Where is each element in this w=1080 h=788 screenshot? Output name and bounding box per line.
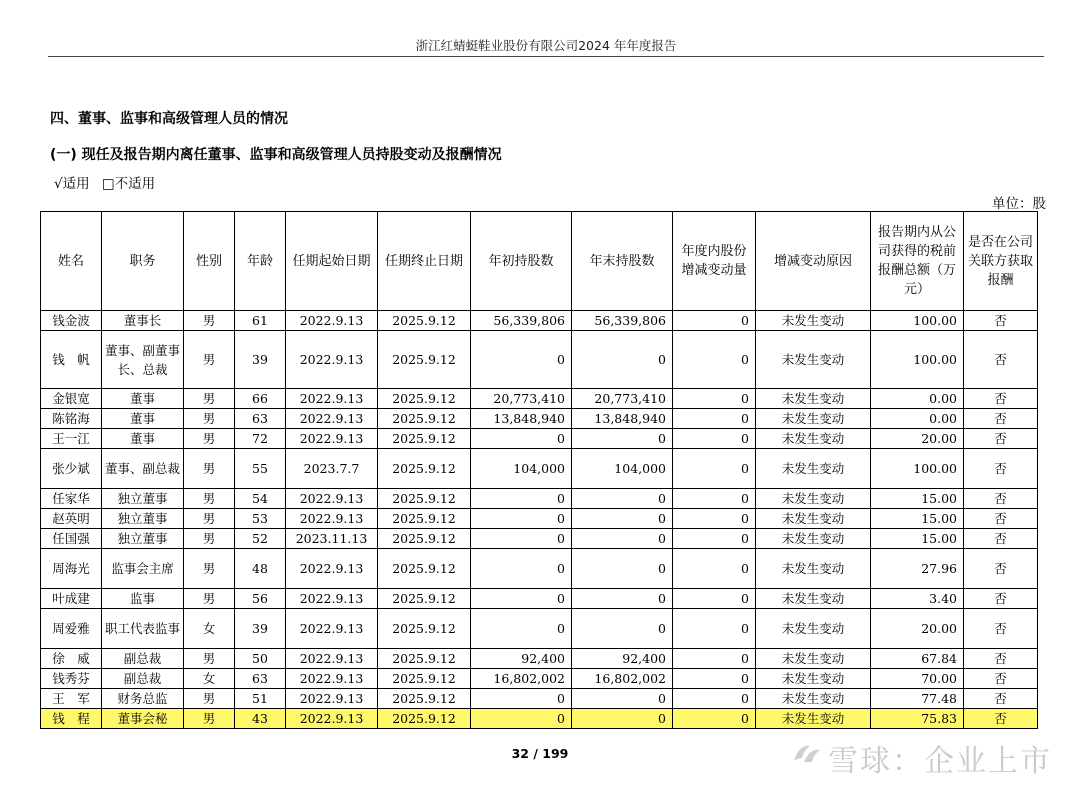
table-cell: 0 <box>471 609 572 649</box>
table-cell: 0 <box>471 549 572 589</box>
table-cell: 未发生变动 <box>756 449 871 489</box>
table-row <box>41 529 1038 549</box>
col-gender: 性别 <box>184 212 235 311</box>
table-cell: 20,773,410 <box>471 389 572 409</box>
table-cell: 55 <box>235 449 286 489</box>
table-cell: 2022.9.13 <box>286 509 378 529</box>
table-cell: 否 <box>964 689 1038 709</box>
table-cell: 15.00 <box>871 529 964 549</box>
table-cell: 男 <box>184 649 235 669</box>
table-cell: 13,848,940 <box>572 409 673 429</box>
table-cell: 2025.9.12 <box>378 529 471 549</box>
table-cell: 39 <box>235 331 286 389</box>
shareholding-table <box>40 211 1038 729</box>
page-number: 32 / 199 <box>511 746 569 761</box>
table-cell: 0 <box>673 429 756 449</box>
table-row <box>41 609 1038 649</box>
table-cell: 104,000 <box>471 449 572 489</box>
table-cell: 男 <box>184 389 235 409</box>
table-cell: 未发生变动 <box>756 709 871 729</box>
table-row <box>41 449 1038 489</box>
table-row <box>41 709 1038 729</box>
table-cell: 否 <box>964 589 1038 609</box>
table-row <box>41 331 1038 389</box>
table-cell: 未发生变动 <box>756 669 871 689</box>
table-cell: 董事、副董事长、总裁 <box>102 331 184 389</box>
table-row <box>41 589 1038 609</box>
table-cell: 2025.9.12 <box>378 331 471 389</box>
table-cell: 2023.11.13 <box>286 529 378 549</box>
table-cell: 未发生变动 <box>756 331 871 389</box>
table-cell: 2025.9.12 <box>378 311 471 331</box>
table-cell: 63 <box>235 409 286 429</box>
table-cell: 0 <box>572 489 673 509</box>
table-cell: 董事、副总裁 <box>102 449 184 489</box>
table-cell: 56,339,806 <box>572 311 673 331</box>
table-cell: 叶成建 <box>41 589 102 609</box>
table-cell: 0 <box>673 409 756 429</box>
table-cell: 100.00 <box>871 331 964 389</box>
table-cell: 男 <box>184 409 235 429</box>
table-cell: 0 <box>572 331 673 389</box>
table-cell: 男 <box>184 489 235 509</box>
table-cell: 0 <box>673 331 756 389</box>
table-cell: 钱金波 <box>41 311 102 331</box>
table-cell: 2022.9.13 <box>286 669 378 689</box>
table-cell: 0 <box>673 609 756 649</box>
col-shares-end: 年末持股数 <box>572 212 673 311</box>
table-cell: 0 <box>673 489 756 509</box>
table-cell: 27.96 <box>871 549 964 589</box>
table-cell: 70.00 <box>871 669 964 689</box>
table-cell: 2022.9.13 <box>286 689 378 709</box>
table-cell: 0 <box>471 689 572 709</box>
table-cell: 56,339,806 <box>471 311 572 331</box>
table-cell: 监事 <box>102 589 184 609</box>
table-cell: 否 <box>964 429 1038 449</box>
table-cell: 周爱雅 <box>41 609 102 649</box>
table-cell: 否 <box>964 709 1038 729</box>
table-cell: 职工代表监事 <box>102 609 184 649</box>
table-cell: 男 <box>184 709 235 729</box>
table-cell: 副总裁 <box>102 649 184 669</box>
table-cell: 未发生变动 <box>756 549 871 589</box>
table-cell: 50 <box>235 649 286 669</box>
header-divider <box>48 56 1044 57</box>
table-cell: 100.00 <box>871 449 964 489</box>
table-row <box>41 689 1038 709</box>
table-cell: 92,400 <box>471 649 572 669</box>
table-cell: 0 <box>673 589 756 609</box>
table-row <box>41 409 1038 429</box>
snowball-logo-icon <box>790 738 824 768</box>
table-cell: 48 <box>235 549 286 589</box>
table-cell: 否 <box>964 549 1038 589</box>
col-name: 姓名 <box>41 212 102 311</box>
table-cell: 3.40 <box>871 589 964 609</box>
table-cell: 67.84 <box>871 649 964 669</box>
table-cell: 未发生变动 <box>756 689 871 709</box>
table-cell: 独立董事 <box>102 489 184 509</box>
col-compensation: 报告期内从公司获得的税前报酬总额（万元） <box>871 212 964 311</box>
table-cell: 77.48 <box>871 689 964 709</box>
table-cell: 0 <box>673 709 756 729</box>
section-title: 四、董事、监事和高级管理人员的情况 <box>50 111 288 127</box>
table-cell: 否 <box>964 489 1038 509</box>
table-cell: 王一江 <box>41 429 102 449</box>
table-cell: 0 <box>471 429 572 449</box>
table-cell: 王 军 <box>41 689 102 709</box>
table-cell: 未发生变动 <box>756 589 871 609</box>
table-cell: 2022.9.13 <box>286 649 378 669</box>
table-cell: 2025.9.12 <box>378 649 471 669</box>
table-cell: 男 <box>184 589 235 609</box>
table-cell: 0 <box>673 389 756 409</box>
table-cell: 72 <box>235 429 286 449</box>
table-cell: 0 <box>572 609 673 649</box>
table-cell: 16,802,002 <box>471 669 572 689</box>
table-cell: 43 <box>235 709 286 729</box>
table-row <box>41 649 1038 669</box>
table-cell: 周海光 <box>41 549 102 589</box>
table-cell: 2025.9.12 <box>378 609 471 649</box>
table-cell: 钱 程 <box>41 709 102 729</box>
table-cell: 51 <box>235 689 286 709</box>
unit-label: 单位：股 <box>992 196 1046 212</box>
table-cell: 2022.9.13 <box>286 709 378 729</box>
table-cell: 0 <box>471 529 572 549</box>
table-cell: 2022.9.13 <box>286 331 378 389</box>
table-cell: 2025.9.12 <box>378 409 471 429</box>
table-cell: 63 <box>235 669 286 689</box>
table-cell: 未发生变动 <box>756 429 871 449</box>
table-cell: 0 <box>471 709 572 729</box>
table-cell: 0 <box>673 529 756 549</box>
table-cell: 未发生变动 <box>756 509 871 529</box>
table-cell: 未发生变动 <box>756 489 871 509</box>
table-cell: 副总裁 <box>102 669 184 689</box>
table-cell: 15.00 <box>871 509 964 529</box>
table-cell: 52 <box>235 529 286 549</box>
table-cell: 男 <box>184 529 235 549</box>
table-cell: 2025.9.12 <box>378 449 471 489</box>
table-cell: 2025.9.12 <box>378 689 471 709</box>
table-cell: 56 <box>235 589 286 609</box>
table-cell: 董事 <box>102 429 184 449</box>
table-row <box>41 489 1038 509</box>
table-cell: 0 <box>471 489 572 509</box>
table-cell: 2022.9.13 <box>286 589 378 609</box>
table-cell: 0 <box>572 549 673 589</box>
table-cell: 75.83 <box>871 709 964 729</box>
table-cell: 否 <box>964 449 1038 489</box>
applicable-option: √适用 <box>54 176 90 192</box>
table-cell: 女 <box>184 669 235 689</box>
table-cell: 未发生变动 <box>756 311 871 331</box>
table-cell: 0 <box>471 331 572 389</box>
table-cell: 监事会主席 <box>102 549 184 589</box>
table-cell: 2022.9.13 <box>286 549 378 589</box>
table-cell: 0 <box>673 669 756 689</box>
table-cell: 男 <box>184 331 235 389</box>
table-row <box>41 311 1038 331</box>
table-cell: 陈铭海 <box>41 409 102 429</box>
table-cell: 否 <box>964 669 1038 689</box>
table-cell: 2022.9.13 <box>286 389 378 409</box>
table-cell: 男 <box>184 429 235 449</box>
table-cell: 20,773,410 <box>572 389 673 409</box>
watermark: 雪球：企业上市 <box>828 744 1052 779</box>
table-cell: 未发生变动 <box>756 649 871 669</box>
table-cell: 2025.9.12 <box>378 429 471 449</box>
table-cell: 否 <box>964 311 1038 331</box>
table-cell: 100.00 <box>871 311 964 331</box>
table-cell: 0.00 <box>871 409 964 429</box>
table-cell: 男 <box>184 549 235 589</box>
table-cell: 赵英明 <box>41 509 102 529</box>
table-body <box>41 311 1038 729</box>
table-cell: 男 <box>184 509 235 529</box>
table-cell: 0.00 <box>871 389 964 409</box>
table-cell: 0 <box>572 589 673 609</box>
table-cell: 2022.9.13 <box>286 609 378 649</box>
table-cell: 未发生变动 <box>756 409 871 429</box>
table-cell: 0 <box>673 689 756 709</box>
table-cell: 13,848,940 <box>471 409 572 429</box>
table-cell: 钱秀芬 <box>41 669 102 689</box>
table-cell: 董事长 <box>102 311 184 331</box>
table-cell: 2025.9.12 <box>378 509 471 529</box>
table-cell: 53 <box>235 509 286 529</box>
table-cell: 2022.9.13 <box>286 311 378 331</box>
table-row <box>41 429 1038 449</box>
table-cell: 否 <box>964 609 1038 649</box>
table-cell: 任家华 <box>41 489 102 509</box>
table-row <box>41 509 1038 529</box>
table-cell: 女 <box>184 609 235 649</box>
col-position: 职务 <box>102 212 184 311</box>
table-cell: 2025.9.12 <box>378 549 471 589</box>
table-cell: 金银宽 <box>41 389 102 409</box>
table-cell: 0 <box>572 529 673 549</box>
table-row <box>41 549 1038 589</box>
table-cell: 任国强 <box>41 529 102 549</box>
table-cell: 否 <box>964 409 1038 429</box>
col-shares-start: 年初持股数 <box>471 212 572 311</box>
table-cell: 0 <box>673 449 756 489</box>
table-header-row <box>41 212 1038 311</box>
table-cell: 0 <box>673 649 756 669</box>
table-cell: 2025.9.12 <box>378 709 471 729</box>
col-change-reason: 增减变动原因 <box>756 212 871 311</box>
table-cell: 104,000 <box>572 449 673 489</box>
report-header: 浙江红蜻蜓鞋业股份有限公司2024 年年度报告 <box>415 38 677 53</box>
table-cell: 0 <box>673 509 756 529</box>
table-cell: 财务总监 <box>102 689 184 709</box>
table-cell: 0 <box>572 689 673 709</box>
table-cell: 男 <box>184 689 235 709</box>
col-term-end: 任期终止日期 <box>378 212 471 311</box>
table-cell: 0 <box>572 509 673 529</box>
table-cell: 2025.9.12 <box>378 489 471 509</box>
table-cell: 20.00 <box>871 609 964 649</box>
table-cell: 未发生变动 <box>756 609 871 649</box>
table-cell: 16,802,002 <box>572 669 673 689</box>
table-cell: 20.00 <box>871 429 964 449</box>
table-cell: 0 <box>572 709 673 729</box>
table-cell: 否 <box>964 389 1038 409</box>
table-cell: 徐 威 <box>41 649 102 669</box>
table-cell: 钱 帆 <box>41 331 102 389</box>
col-age: 年龄 <box>235 212 286 311</box>
table-cell: 39 <box>235 609 286 649</box>
table-cell: 董事 <box>102 389 184 409</box>
table-row <box>41 669 1038 689</box>
table-cell: 独立董事 <box>102 529 184 549</box>
table-cell: 否 <box>964 331 1038 389</box>
table-cell: 2022.9.13 <box>286 409 378 429</box>
table-cell: 否 <box>964 649 1038 669</box>
table-cell: 未发生变动 <box>756 389 871 409</box>
col-shares-change: 年度内股份增减变动量 <box>673 212 756 311</box>
table-cell: 54 <box>235 489 286 509</box>
table-cell: 男 <box>184 449 235 489</box>
table-cell: 否 <box>964 529 1038 549</box>
table-row <box>41 389 1038 409</box>
table-cell: 15.00 <box>871 489 964 509</box>
table-cell: 董事 <box>102 409 184 429</box>
table-cell: 2025.9.12 <box>378 669 471 689</box>
section-subtitle: (一) 现任及报告期内离任董事、监事和高级管理人员持股变动及报酬情况 <box>50 147 502 163</box>
table-cell: 0 <box>673 549 756 589</box>
table-cell: 0 <box>471 509 572 529</box>
col-related-party: 是否在公司关联方获取报酬 <box>964 212 1038 311</box>
table-cell: 2025.9.12 <box>378 389 471 409</box>
table-cell: 否 <box>964 509 1038 529</box>
applicability <box>54 172 163 192</box>
table-cell: 92,400 <box>572 649 673 669</box>
table-cell: 未发生变动 <box>756 529 871 549</box>
table-cell: 2022.9.13 <box>286 429 378 449</box>
table-cell: 张少斌 <box>41 449 102 489</box>
table-cell: 2023.7.7 <box>286 449 378 489</box>
not-applicable-option: □不适用 <box>101 176 156 192</box>
table-cell: 0 <box>471 589 572 609</box>
table-cell: 男 <box>184 311 235 331</box>
table-cell: 2022.9.13 <box>286 489 378 509</box>
table-cell: 61 <box>235 311 286 331</box>
table-cell: 66 <box>235 389 286 409</box>
table-cell: 董事会秘 <box>102 709 184 729</box>
col-term-start: 任期起始日期 <box>286 212 378 311</box>
table-cell: 2025.9.12 <box>378 589 471 609</box>
table-cell: 0 <box>673 311 756 331</box>
table-cell: 独立董事 <box>102 509 184 529</box>
table-cell: 0 <box>572 429 673 449</box>
